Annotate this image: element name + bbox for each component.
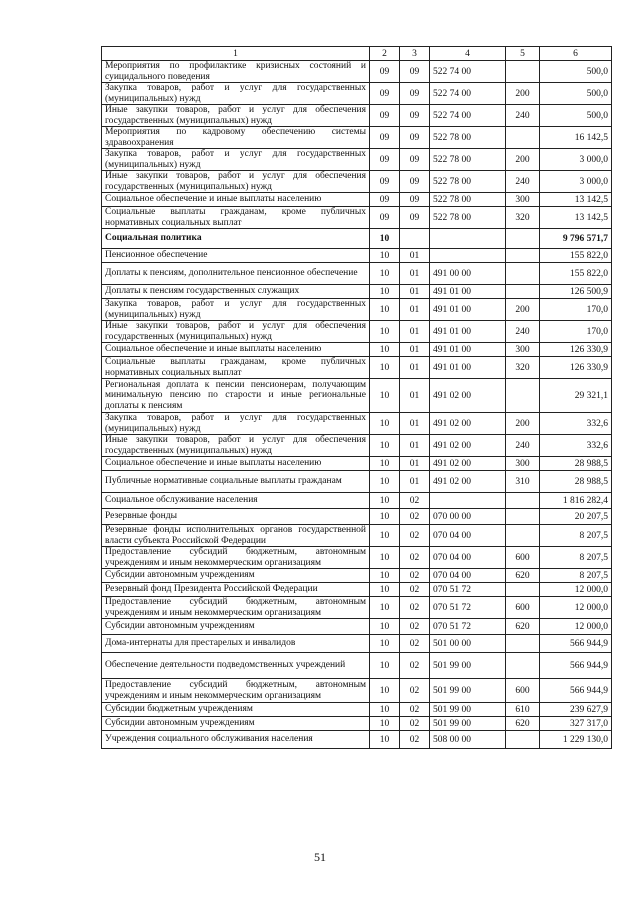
row-section: 09 xyxy=(370,127,400,149)
row-subsection: 01 xyxy=(400,249,430,263)
row-name: Субсидии автономным учреждениям xyxy=(102,619,370,635)
row-subsection: 09 xyxy=(400,207,430,229)
row-name: Доплаты к пенсиям государственных служащих xyxy=(102,285,370,299)
row-expense-type: 300 xyxy=(506,457,540,471)
row-section: 10 xyxy=(370,471,400,493)
row-section: 10 xyxy=(370,343,400,357)
row-expense-type xyxy=(506,285,540,299)
row-name: Иные закупки товаров, работ и услуг для обеспечения государственных (муниципальных) нужд xyxy=(102,171,370,193)
row-expense-type xyxy=(506,493,540,509)
table-row xyxy=(102,569,612,583)
row-subsection: 09 xyxy=(400,149,430,171)
table-row xyxy=(102,357,612,379)
row-target-item: 491 00 00 xyxy=(430,263,506,285)
row-amount: 327 317,0 xyxy=(540,717,612,731)
row-subsection: 02 xyxy=(400,703,430,717)
row-target-item: 522 74 00 xyxy=(430,105,506,127)
table-row xyxy=(102,731,612,749)
row-expense-type xyxy=(506,61,540,83)
row-target-item: 491 02 00 xyxy=(430,413,506,435)
row-section: 10 xyxy=(370,435,400,457)
row-amount: 8 207,5 xyxy=(540,547,612,569)
row-target-item: 501 00 00 xyxy=(430,635,506,653)
row-expense-type: 200 xyxy=(506,149,540,171)
row-name: Обеспечение деятельности подведомственных учреждений xyxy=(102,653,370,679)
row-amount: 566 944,9 xyxy=(540,679,612,703)
row-subsection xyxy=(400,229,430,249)
row-amount: 1 816 282,4 xyxy=(540,493,612,509)
row-amount: 3 000,0 xyxy=(540,149,612,171)
row-target-item: 501 99 00 xyxy=(430,679,506,703)
row-section: 10 xyxy=(370,717,400,731)
row-amount: 13 142,5 xyxy=(540,193,612,207)
row-target-item: 491 01 00 xyxy=(430,321,506,343)
table-row xyxy=(102,583,612,597)
row-name: Социальное обеспечение и иные выплаты населению xyxy=(102,193,370,207)
row-expense-type: 200 xyxy=(506,413,540,435)
row-amount: 16 142,5 xyxy=(540,127,612,149)
row-name: Социальная политика xyxy=(102,229,370,249)
row-target-item: 522 78 00 xyxy=(430,193,506,207)
table-row xyxy=(102,263,612,285)
row-expense-type: 200 xyxy=(506,83,540,105)
row-target-item: 522 78 00 xyxy=(430,149,506,171)
row-target-item: 491 02 00 xyxy=(430,435,506,457)
row-target-item: 070 51 72 xyxy=(430,619,506,635)
row-name: Иные закупки товаров, работ и услуг для обеспечения государственных (муниципальных) нужд xyxy=(102,105,370,127)
row-expense-type: 320 xyxy=(506,357,540,379)
row-subsection: 02 xyxy=(400,619,430,635)
row-name: Закупка товаров, работ и услуг для государственных (муниципальных) нужд xyxy=(102,299,370,321)
row-subsection: 01 xyxy=(400,457,430,471)
row-target-item xyxy=(430,493,506,509)
row-name: Закупка товаров, работ и услуг для государственных (муниципальных) нужд xyxy=(102,83,370,105)
table-row xyxy=(102,149,612,171)
row-section: 09 xyxy=(370,149,400,171)
table-row xyxy=(102,635,612,653)
row-section: 10 xyxy=(370,285,400,299)
row-amount: 28 988,5 xyxy=(540,457,612,471)
row-target-item: 501 99 00 xyxy=(430,653,506,679)
row-target-item: 522 78 00 xyxy=(430,207,506,229)
row-name: Социальное обслуживание населения xyxy=(102,493,370,509)
row-target-item: 491 01 00 xyxy=(430,357,506,379)
table-row xyxy=(102,379,612,413)
row-name: Резервный фонд Президента Российской Федерации xyxy=(102,583,370,597)
row-subsection: 02 xyxy=(400,731,430,749)
row-expense-type xyxy=(506,525,540,547)
row-subsection: 01 xyxy=(400,299,430,321)
row-section: 10 xyxy=(370,583,400,597)
row-name: Резервные фонды исполнительных органов государственной власти субъекта Российской Федерации xyxy=(102,525,370,547)
row-expense-type: 310 xyxy=(506,471,540,493)
row-section: 10 xyxy=(370,357,400,379)
row-name: Предоставление субсидий бюджетным, автономным учреждениям и иным некоммерческим организациям xyxy=(102,679,370,703)
row-amount: 29 321,1 xyxy=(540,379,612,413)
row-section: 10 xyxy=(370,413,400,435)
table-row xyxy=(102,207,612,229)
row-amount: 8 207,5 xyxy=(540,525,612,547)
row-section: 09 xyxy=(370,61,400,83)
table-row xyxy=(102,127,612,149)
row-section: 10 xyxy=(370,299,400,321)
row-target-item: 501 99 00 xyxy=(430,703,506,717)
table-row xyxy=(102,679,612,703)
row-expense-type xyxy=(506,731,540,749)
row-amount: 155 822,0 xyxy=(540,263,612,285)
row-expense-type xyxy=(506,635,540,653)
row-name: Закупка товаров, работ и услуг для государственных (муниципальных) нужд xyxy=(102,149,370,171)
row-name: Субсидии бюджетным учреждениям xyxy=(102,703,370,717)
row-subsection: 09 xyxy=(400,61,430,83)
row-expense-type: 300 xyxy=(506,193,540,207)
col-header-section: 2 xyxy=(370,47,400,61)
row-target-item: 070 51 72 xyxy=(430,583,506,597)
table-header-row xyxy=(102,47,612,61)
col-header-subsection: 3 xyxy=(400,47,430,61)
table-row xyxy=(102,193,612,207)
row-name: Доплаты к пенсиям, дополнительное пенсионное обеспечение xyxy=(102,263,370,285)
row-target-item: 070 04 00 xyxy=(430,525,506,547)
row-section: 09 xyxy=(370,83,400,105)
row-target-item xyxy=(430,249,506,263)
row-name: Предоставление субсидий бюджетным, автономным учреждениям и иным некоммерческим организациям xyxy=(102,597,370,619)
row-section: 10 xyxy=(370,493,400,509)
row-section: 10 xyxy=(370,597,400,619)
row-target-item: 491 02 00 xyxy=(430,379,506,413)
table-row xyxy=(102,285,612,299)
row-name: Предоставление субсидий бюджетным, автономным учреждениям и иным некоммерческим организациям xyxy=(102,547,370,569)
table-row xyxy=(102,249,612,263)
row-section: 10 xyxy=(370,509,400,525)
row-subsection: 01 xyxy=(400,285,430,299)
row-target-item: 522 74 00 xyxy=(430,61,506,83)
row-subsection: 02 xyxy=(400,597,430,619)
row-target-item: 501 99 00 xyxy=(430,717,506,731)
row-section: 10 xyxy=(370,619,400,635)
table-row xyxy=(102,509,612,525)
table-row xyxy=(102,703,612,717)
row-expense-type: 200 xyxy=(506,299,540,321)
row-name: Региональная доплата к пенсии пенсионерам, получающим минимальную пенсию по старости и иные региональные доплаты к пенсиям xyxy=(102,379,370,413)
row-name: Субсидии автономным учреждениям xyxy=(102,717,370,731)
row-subsection: 01 xyxy=(400,321,430,343)
row-target-item: 491 02 00 xyxy=(430,457,506,471)
row-section: 10 xyxy=(370,547,400,569)
row-target-item: 522 78 00 xyxy=(430,171,506,193)
row-target-item: 491 01 00 xyxy=(430,343,506,357)
row-name: Иные закупки товаров, работ и услуг для обеспечения государственных (муниципальных) нужд xyxy=(102,435,370,457)
table-row xyxy=(102,299,612,321)
row-amount: 500,0 xyxy=(540,105,612,127)
row-amount: 170,0 xyxy=(540,321,612,343)
table-row xyxy=(102,435,612,457)
row-section: 10 xyxy=(370,635,400,653)
row-subsection: 02 xyxy=(400,547,430,569)
row-expense-type: 620 xyxy=(506,717,540,731)
table-row xyxy=(102,653,612,679)
row-expense-type: 240 xyxy=(506,435,540,457)
col-header-expense-type: 5 xyxy=(506,47,540,61)
row-expense-type: 300 xyxy=(506,343,540,357)
row-name: Социальное обеспечение и иные выплаты населению xyxy=(102,457,370,471)
row-amount: 12 000,0 xyxy=(540,619,612,635)
row-subsection: 01 xyxy=(400,357,430,379)
row-expense-type: 600 xyxy=(506,547,540,569)
row-amount: 13 142,5 xyxy=(540,207,612,229)
row-subsection: 09 xyxy=(400,83,430,105)
row-name: Пенсионное обеспечение xyxy=(102,249,370,263)
row-amount: 8 207,5 xyxy=(540,569,612,583)
row-expense-type: 320 xyxy=(506,207,540,229)
row-amount: 332,6 xyxy=(540,413,612,435)
row-expense-type xyxy=(506,653,540,679)
table-row xyxy=(102,321,612,343)
row-expense-type: 620 xyxy=(506,569,540,583)
row-amount: 1 229 130,0 xyxy=(540,731,612,749)
row-subsection: 02 xyxy=(400,635,430,653)
row-expense-type: 620 xyxy=(506,619,540,635)
row-amount: 28 988,5 xyxy=(540,471,612,493)
row-expense-type xyxy=(506,379,540,413)
row-subsection: 01 xyxy=(400,379,430,413)
row-expense-type xyxy=(506,583,540,597)
row-target-item: 070 04 00 xyxy=(430,569,506,583)
row-section: 10 xyxy=(370,679,400,703)
row-expense-type: 240 xyxy=(506,171,540,193)
row-target-item: 491 02 00 xyxy=(430,471,506,493)
row-section: 09 xyxy=(370,193,400,207)
row-expense-type xyxy=(506,263,540,285)
row-section: 10 xyxy=(370,731,400,749)
table-row xyxy=(102,83,612,105)
row-subsection: 09 xyxy=(400,127,430,149)
row-expense-type: 610 xyxy=(506,703,540,717)
row-section: 10 xyxy=(370,525,400,547)
col-header-name: 1 xyxy=(102,47,370,61)
table-row xyxy=(102,171,612,193)
col-header-amount: 6 xyxy=(540,47,612,61)
row-target-item: 070 51 72 xyxy=(430,597,506,619)
row-subsection: 02 xyxy=(400,569,430,583)
row-subsection: 09 xyxy=(400,105,430,127)
row-subsection: 02 xyxy=(400,493,430,509)
row-amount: 170,0 xyxy=(540,299,612,321)
row-section: 10 xyxy=(370,229,400,249)
row-section: 09 xyxy=(370,171,400,193)
row-expense-type: 240 xyxy=(506,105,540,127)
table-row xyxy=(102,525,612,547)
table-row xyxy=(102,717,612,731)
row-name: Резервные фонды xyxy=(102,509,370,525)
row-expense-type: 600 xyxy=(506,679,540,703)
row-name: Социальные выплаты гражданам, кроме публичных нормативных социальных выплат xyxy=(102,357,370,379)
row-name: Закупка товаров, работ и услуг для государственных (муниципальных) нужд xyxy=(102,413,370,435)
row-expense-type xyxy=(506,509,540,525)
table-row xyxy=(102,105,612,127)
row-subsection: 02 xyxy=(400,509,430,525)
table-row xyxy=(102,493,612,509)
row-name: Социальное обеспечение и иные выплаты населению xyxy=(102,343,370,357)
row-subsection: 02 xyxy=(400,653,430,679)
page-number: 51 xyxy=(314,850,326,864)
row-section: 09 xyxy=(370,105,400,127)
table-row xyxy=(102,343,612,357)
row-subsection: 01 xyxy=(400,471,430,493)
row-target-item: 491 01 00 xyxy=(430,285,506,299)
row-subsection: 02 xyxy=(400,717,430,731)
row-section: 10 xyxy=(370,457,400,471)
row-target-item: 070 00 00 xyxy=(430,509,506,525)
row-section: 10 xyxy=(370,703,400,717)
table-row xyxy=(102,457,612,471)
row-name: Субсидии автономным учреждениям xyxy=(102,569,370,583)
row-amount: 332,6 xyxy=(540,435,612,457)
row-amount: 126 330,9 xyxy=(540,343,612,357)
row-subsection: 09 xyxy=(400,193,430,207)
row-section: 10 xyxy=(370,321,400,343)
row-amount: 239 627,9 xyxy=(540,703,612,717)
row-amount: 3 000,0 xyxy=(540,171,612,193)
row-section: 10 xyxy=(370,569,400,583)
row-expense-type xyxy=(506,249,540,263)
table-row xyxy=(102,61,612,83)
row-subsection: 01 xyxy=(400,343,430,357)
table-row xyxy=(102,547,612,569)
row-amount: 500,0 xyxy=(540,61,612,83)
table-row xyxy=(102,229,612,249)
row-subsection: 01 xyxy=(400,263,430,285)
row-name: Дома-интернаты для престарелых и инвалидов xyxy=(102,635,370,653)
row-amount: 20 207,5 xyxy=(540,509,612,525)
row-section: 10 xyxy=(370,653,400,679)
row-amount: 12 000,0 xyxy=(540,583,612,597)
row-expense-type: 240 xyxy=(506,321,540,343)
row-amount: 155 822,0 xyxy=(540,249,612,263)
row-target-item: 491 01 00 xyxy=(430,299,506,321)
row-name: Мероприятия по кадровому обеспечению системы здравоохранения xyxy=(102,127,370,149)
row-subsection: 02 xyxy=(400,679,430,703)
row-amount: 566 944,9 xyxy=(540,635,612,653)
row-section: 10 xyxy=(370,249,400,263)
row-subsection: 09 xyxy=(400,171,430,193)
row-subsection: 02 xyxy=(400,525,430,547)
row-expense-type xyxy=(506,127,540,149)
row-subsection: 02 xyxy=(400,583,430,597)
row-target-item: 522 78 00 xyxy=(430,127,506,149)
row-target-item: 070 04 00 xyxy=(430,547,506,569)
row-target-item: 522 74 00 xyxy=(430,83,506,105)
row-section: 10 xyxy=(370,263,400,285)
table-row xyxy=(102,413,612,435)
row-amount: 126 330,9 xyxy=(540,357,612,379)
table-row xyxy=(102,619,612,635)
row-amount: 12 000,0 xyxy=(540,597,612,619)
row-expense-type: 600 xyxy=(506,597,540,619)
row-amount: 126 500,9 xyxy=(540,285,612,299)
row-name: Мероприятия по профилактике кризисных состояний и суицидального поведения xyxy=(102,61,370,83)
row-subsection: 01 xyxy=(400,435,430,457)
row-subsection: 01 xyxy=(400,413,430,435)
row-section: 10 xyxy=(370,379,400,413)
budget-table xyxy=(101,46,612,749)
row-name: Учреждения социального обслуживания населения xyxy=(102,731,370,749)
row-name: Публичные нормативные социальные выплаты гражданам xyxy=(102,471,370,493)
table-row xyxy=(102,471,612,493)
row-amount: 566 944,9 xyxy=(540,653,612,679)
row-target-item: 508 00 00 xyxy=(430,731,506,749)
row-target-item xyxy=(430,229,506,249)
row-name: Иные закупки товаров, работ и услуг для обеспечения государственных (муниципальных) нужд xyxy=(102,321,370,343)
table-body xyxy=(102,61,612,749)
row-amount: 500,0 xyxy=(540,83,612,105)
row-expense-type xyxy=(506,229,540,249)
row-name: Социальные выплаты гражданам, кроме публичных нормативных социальных выплат xyxy=(102,207,370,229)
row-section: 09 xyxy=(370,207,400,229)
col-header-target-item: 4 xyxy=(430,47,506,61)
row-amount: 9 796 571,7 xyxy=(540,229,612,249)
table-row xyxy=(102,597,612,619)
